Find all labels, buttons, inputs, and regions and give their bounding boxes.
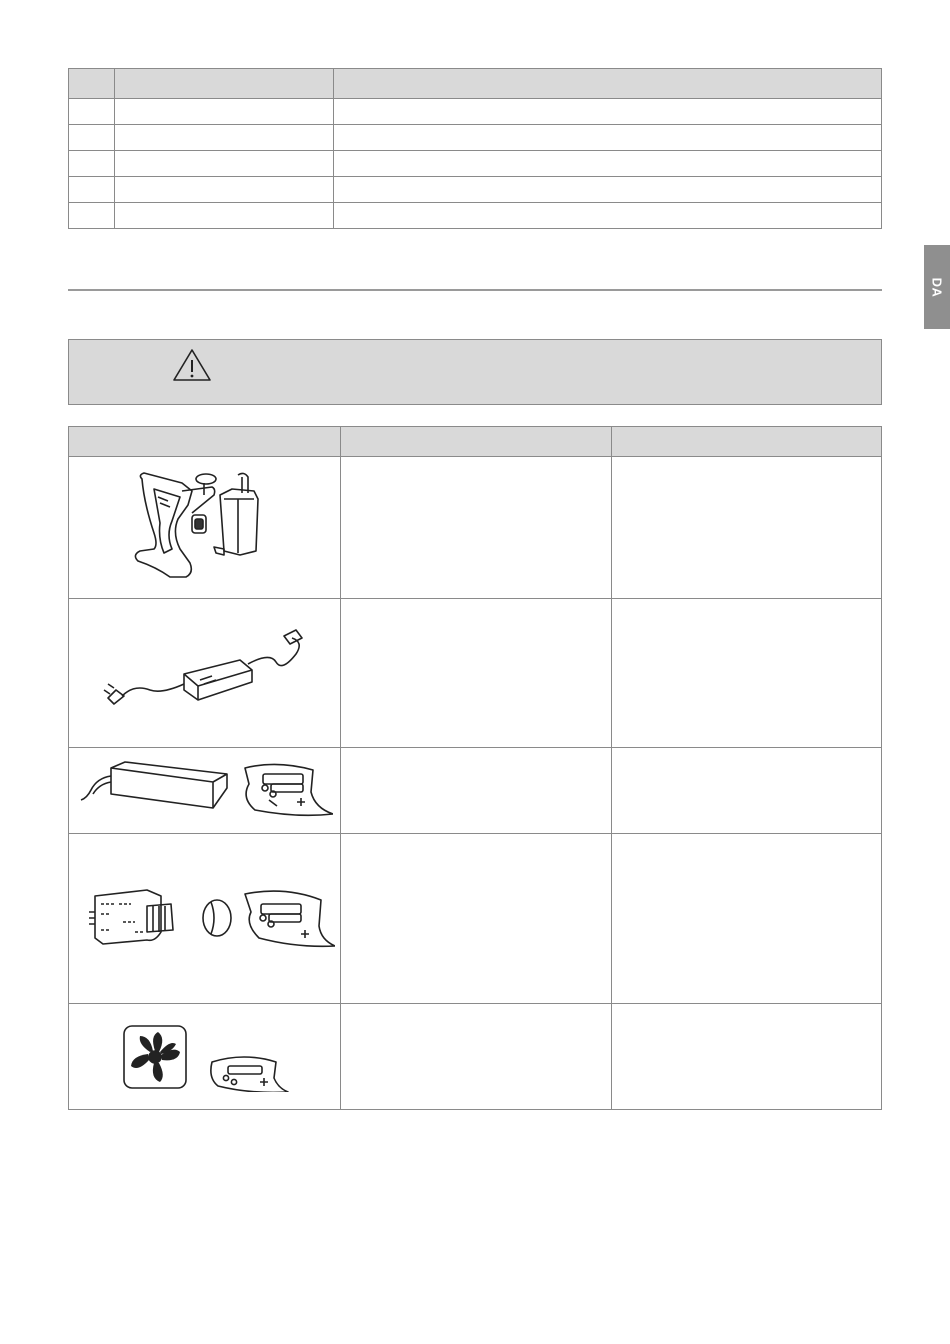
table-row xyxy=(69,834,882,1004)
accessories-table-header xyxy=(69,427,882,457)
table-row xyxy=(69,99,882,125)
table-row xyxy=(69,203,882,229)
top-table-header xyxy=(69,69,882,99)
warning-triangle-icon xyxy=(172,348,212,382)
language-tab-label: DA xyxy=(929,277,945,297)
warning-box xyxy=(68,339,882,405)
top-table xyxy=(68,68,882,229)
table-row xyxy=(69,125,882,151)
table-row xyxy=(69,1004,882,1110)
table-row xyxy=(69,457,882,599)
fan-kit-illustration xyxy=(120,1022,290,1092)
section-divider xyxy=(68,289,882,291)
table-row xyxy=(69,599,882,748)
mounting-bracket-illustration xyxy=(120,463,290,593)
table-row xyxy=(69,177,882,203)
language-tab xyxy=(924,245,950,329)
battery-kit-illustration xyxy=(77,754,333,828)
accessories-table xyxy=(68,426,882,1110)
circuit-board-kit-illustration xyxy=(75,882,335,956)
power-adapter-illustration xyxy=(100,628,310,718)
table-row xyxy=(69,151,882,177)
table-row xyxy=(69,748,882,834)
